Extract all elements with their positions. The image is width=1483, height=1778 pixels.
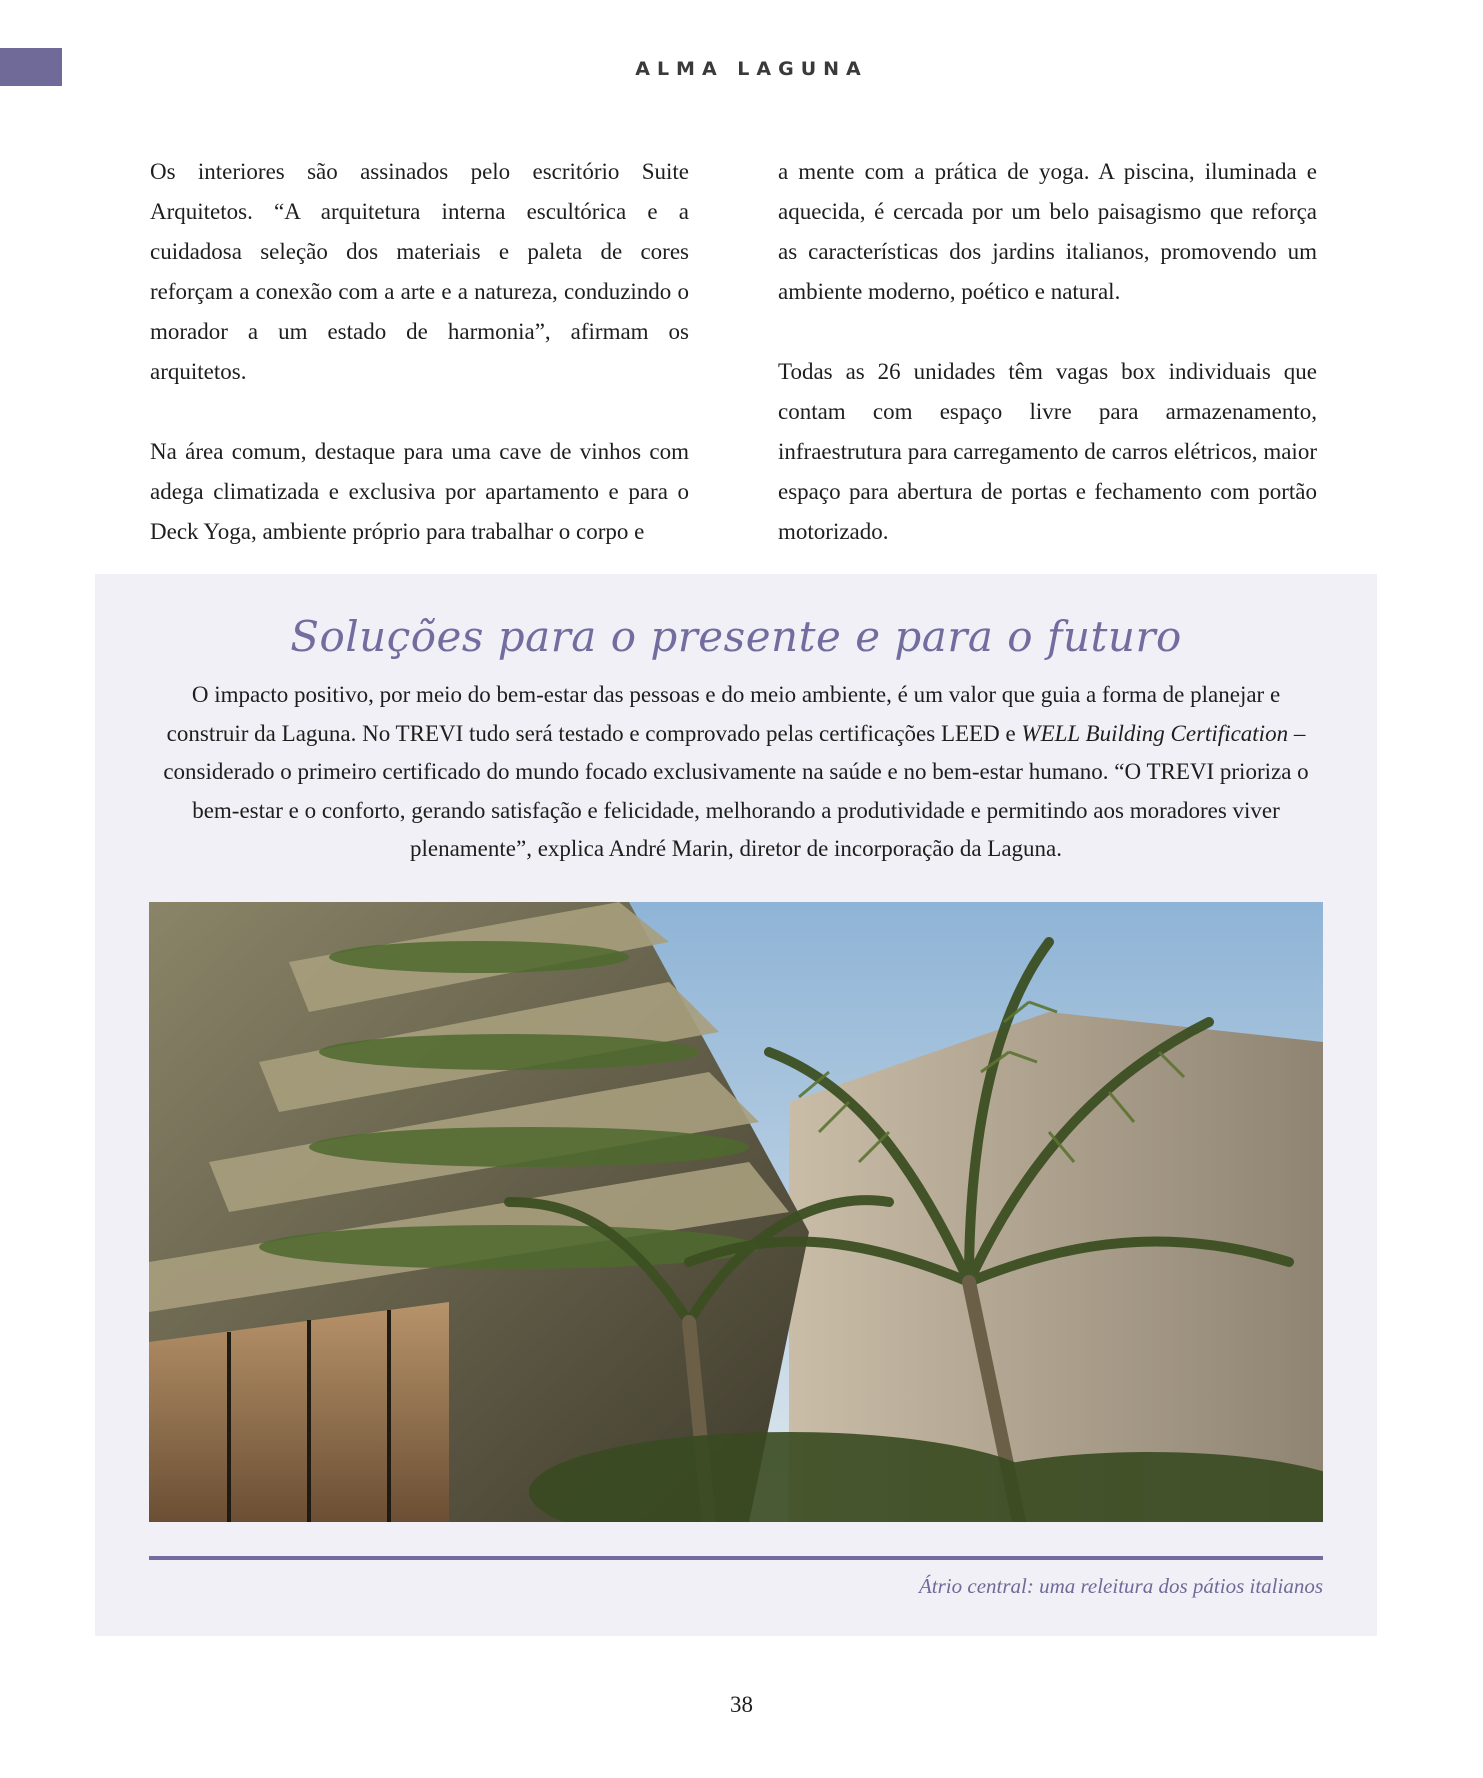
box-body-text: O impacto positivo, por meio do bem-estar das pessoas e do meio ambiente, é um valor que guia a forma de planejar e construir da Laguna. No TREVI tudo será testado e comprovado pelas certificações LEED e xyxy=(166,682,1281,746)
atrium-photo xyxy=(149,902,1323,1522)
box-heading: Soluções para o presente e para o futuro xyxy=(290,612,1182,661)
box-body xyxy=(150,676,1322,869)
paragraph: Na área comum, destaque para uma cave de vinhos com adega climatizada e exclusiva por apartamento e para o Deck Yoga, ambiente próprio para trabalhar o corpo e xyxy=(150,439,689,544)
box-body-text: – considerado o primeiro certificado do mundo focado exclusivamente na saúde e no bem-estar humano. “O TREVI prioriza o bem-estar e o conforto, gerando satisfação e felicidade, melhorando a produtividade e permitindo aos moradores viver plenamente”, explica André Marin, diretor de incorporação da Laguna. xyxy=(163,720,1309,861)
photo-caption: Átrio central: uma releitura dos pátios italianos xyxy=(918,1574,1323,1598)
caption-rule xyxy=(149,1556,1323,1560)
running-title: ALMA LAGUNA xyxy=(635,58,868,80)
feature-box xyxy=(95,574,1377,1636)
certification-name: WELL Building Certification xyxy=(1021,720,1289,746)
paragraph: a mente com a prática de yoga. A piscina, iluminada e aquecida, é cercada por um belo paisagismo que reforça as características dos jardins italianos, promovendo um ambiente moderno, poético e natural. xyxy=(778,159,1317,304)
left-column xyxy=(150,152,689,592)
paragraph: Todas as 26 unidades têm vagas box individuais que contam com espaço livre para armazenamento, infraestrutura para carregamento de carros elétricos, maior espaço para abertura de portas e fechamento com portão motorizado. xyxy=(778,359,1317,544)
paragraph: Os interiores são assinados pelo escritório Suite Arquitetos. “A arquitetura interna escultórica e a cuidadosa seleção dos materiais e paleta de cores reforçam a conexão com a arte e a natureza, conduzindo o morador a um estado de harmonia”, afirmam os arquitetos. xyxy=(150,159,689,384)
page-number: 38 xyxy=(730,1692,753,1717)
right-column xyxy=(778,152,1317,592)
